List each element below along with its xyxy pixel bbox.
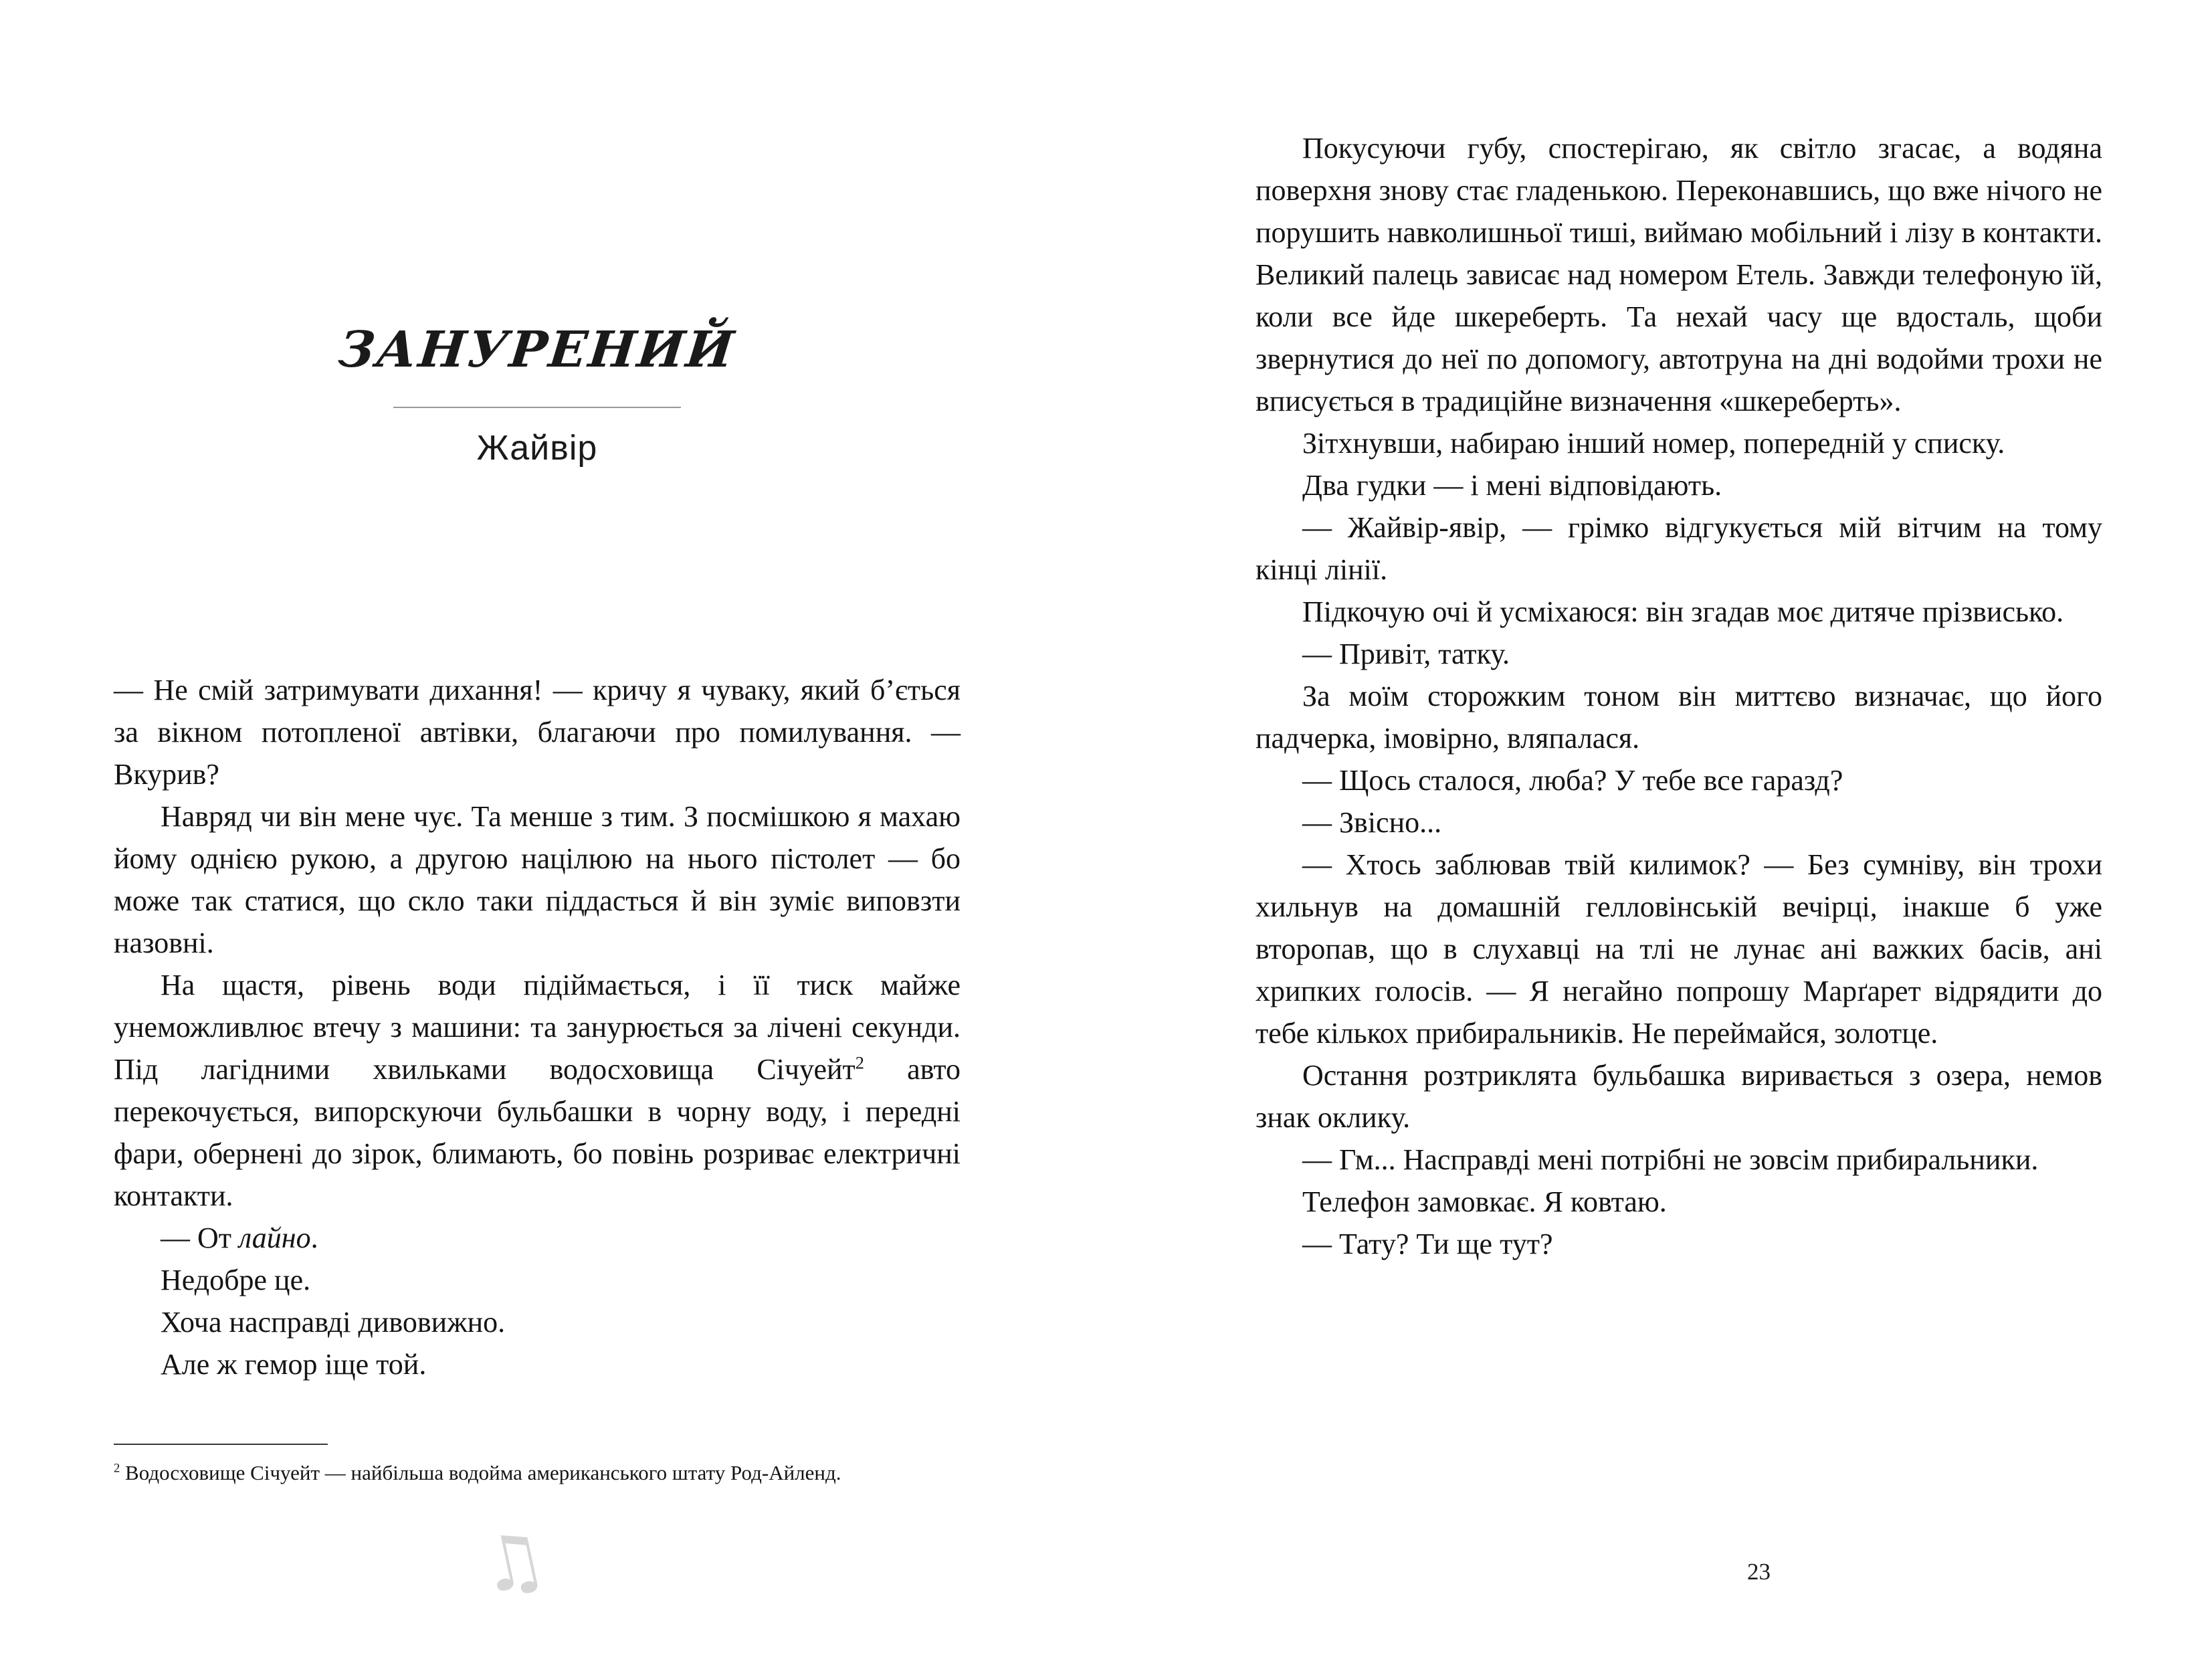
paragraph: — Привіт, татку. xyxy=(1302,638,1510,670)
paragraph: — От лайно. xyxy=(161,1222,318,1254)
paragraph: — Тату? Ти ще тут? xyxy=(1302,1228,1553,1260)
music-note-icon: ♫ xyxy=(470,1512,555,1613)
paragraph: Телефон замовкає. Я ковтаю. xyxy=(1302,1185,1667,1218)
footnote-text xyxy=(114,1457,961,1489)
paragraph: — Щось сталося, люба? У тебе все гаразд? xyxy=(1302,764,1843,797)
chapter-title: ЗАНУРЕНИЙ xyxy=(336,321,738,379)
paragraph: Покусуючи губу, спостерігаю, як світло згасає, а водяна поверхня знову стає гладенькою. Переконавшись, що вже нічого не порушить навколишньої тиші, виймаю мобільний і лізу в контакти. Великий палець зависає над номером Етель. Завжди телефоную їй, коли все йде шкереберть. Та нехай часу ще вдосталь, щоби звернутися до неї по допомогу, автотруна на дні водойми трохи не вписується в традиційне визначення «шкереберть». xyxy=(1255,132,2102,417)
paragraph: Але ж гемор іще той. xyxy=(161,1348,427,1381)
footnote-body: Водосховище Січуейт — найбільша водойма американського штату Род-Айленд. xyxy=(125,1461,841,1484)
footnote xyxy=(114,1444,961,1489)
paragraph: Остання розтриклята бульбашка виривається з озера, немов знак оклику. xyxy=(1255,1059,2102,1134)
paragraph: Два гудки — і мені відповідають. xyxy=(1302,469,1722,502)
chapter-header xyxy=(114,321,961,468)
paragraph: Хоча насправді дивовижно. xyxy=(161,1306,506,1339)
paragraph: Навряд чи він мене чує. Та менше з тим. З посмішкою я махаю йому однією рукою, а другою націлюю на нього пістолет — бо може так статися, що скло таки піддасться й він зуміє виповзти назовні. xyxy=(114,800,961,959)
left-page-body xyxy=(114,669,961,1385)
paragraph: Недобре це. xyxy=(161,1264,311,1296)
page-number: 23 xyxy=(1747,1559,1771,1585)
footnote-marker: 2 xyxy=(114,1461,120,1476)
paragraph: — Не смій затримувати дихання! — кричу я чуваку, який б’ється за вікном потопленої автівки, благаючи про помилування. — Вкурив? xyxy=(114,674,961,791)
paragraph: — Звісно... xyxy=(1302,806,1442,839)
paragraph: — Хтось заблював твій килимок? — Без сумніву, він трохи хильнув на домашній гелловінській вечірці, інакше б уже второпав, що в слухавці на тлі не лунає ані важких басів, ані хрипких голосів. — Я негайно попрошу Марґарет відрядити до тебе кількох прибиральників. Не переймайся, золотце. xyxy=(1255,848,2102,1050)
paragraph: — Гм... Насправді мені потрібні не зовсім прибиральники. xyxy=(1302,1143,2039,1176)
right-page-body xyxy=(1255,127,2102,1265)
paragraph: Зітхнувши, набираю інший номер, попередній у списку. xyxy=(1302,427,2005,460)
paragraph: За моїм сторожким тоном він миттєво визначає, що його падчерка, імовірно, вляпалася. xyxy=(1255,680,2102,755)
chapter-subtitle: Жайвір xyxy=(476,429,598,468)
paragraph: Підкочую очі й усміхаюся: він згадав моє дитяче прізвисько. xyxy=(1302,595,2064,628)
paragraph: — Жайвір-явір, — грімко відгукується мій вітчим на тому кінці лінії. xyxy=(1255,511,2102,586)
paragraph: На щастя, рівень води підіймається, і її тиск майже унеможливлює втечу з машини: та занурюється за лічені секунди. Під лагідними хвильками водосховища Січуейт$^2$ авто перекочується, випорскуючи бульбашки в чорну воду, і передні фари, обернені до зірок, блимають, бо повінь розриває електричні контакти. xyxy=(114,969,961,1212)
footnote-rule xyxy=(114,1444,328,1445)
chapter-title-rule xyxy=(393,407,681,408)
